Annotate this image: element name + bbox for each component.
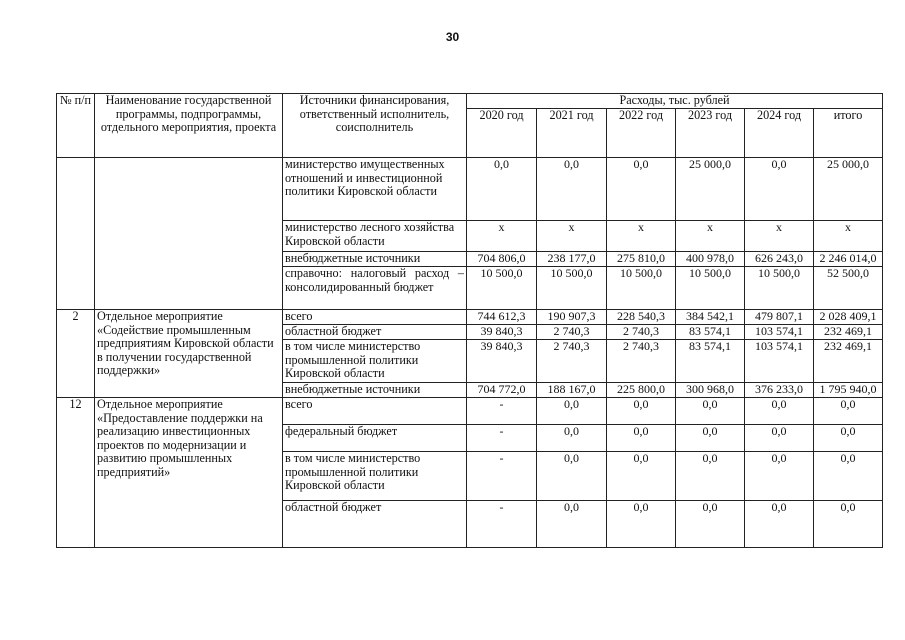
value-2023: 83 574,1 — [676, 325, 745, 340]
value-2021: 238 177,0 — [537, 252, 607, 267]
value-2020: - — [467, 452, 537, 501]
value-2021: 0,0 — [537, 398, 607, 425]
value-2024: 0,0 — [745, 452, 814, 501]
header-source: Источники финансирования, ответственный исполнитель, соисполнитель — [283, 94, 467, 158]
value-total: 25 000,0 — [814, 158, 883, 221]
row-num-cell: 12 — [57, 398, 95, 548]
value-2020: 0,0 — [467, 158, 537, 221]
value-2023: 400 978,0 — [676, 252, 745, 267]
value-2022: x — [607, 221, 676, 252]
value-2022: 0,0 — [607, 398, 676, 425]
header-year-2020: 2020 год — [467, 109, 537, 158]
value-2021: 0,0 — [537, 501, 607, 548]
header-year-2024: 2024 год — [745, 109, 814, 158]
value-2020: 704 772,0 — [467, 383, 537, 398]
value-total: 2 246 014,0 — [814, 252, 883, 267]
value-2020: - — [467, 501, 537, 548]
value-2023: 10 500,0 — [676, 267, 745, 310]
row-source: министерство лесного хозяйства Кировской области — [283, 221, 467, 252]
header-num: № п/п — [57, 94, 95, 158]
value-2022: 275 810,0 — [607, 252, 676, 267]
row-num-cell — [57, 158, 95, 310]
header-total: итого — [814, 109, 883, 158]
value-2023: x — [676, 221, 745, 252]
value-2023: 0,0 — [676, 425, 745, 452]
value-2023: 384 542,1 — [676, 310, 745, 325]
value-2020: x — [467, 221, 537, 252]
value-2022: 0,0 — [607, 425, 676, 452]
value-2021: 10 500,0 — [537, 267, 607, 310]
row-source: областной бюджет — [283, 325, 467, 340]
value-2020: - — [467, 425, 537, 452]
row-source: внебюджетные источники — [283, 383, 467, 398]
value-2020: 39 840,3 — [467, 325, 537, 340]
value-2021: 188 167,0 — [537, 383, 607, 398]
row-name-cell: Отдельное мероприятие «Предоставление поддержки на реализацию инвестиционных проектов по модернизации и развитию промышленных предприятий» — [95, 398, 283, 548]
value-2024: 0,0 — [745, 501, 814, 548]
value-2023: 0,0 — [676, 501, 745, 548]
value-2021: 2 740,3 — [537, 325, 607, 340]
value-total: 1 795 940,0 — [814, 383, 883, 398]
value-2023: 0,0 — [676, 398, 745, 425]
value-2024: x — [745, 221, 814, 252]
row-source: областной бюджет — [283, 501, 467, 548]
value-2023: 25 000,0 — [676, 158, 745, 221]
header-year-2022: 2022 год — [607, 109, 676, 158]
row-source: в том числе министерство промышленной политики Кировской области — [283, 340, 467, 383]
value-2020: - — [467, 398, 537, 425]
header-expenses: Расходы, тыс. рублей — [467, 94, 883, 109]
value-total: 52 500,0 — [814, 267, 883, 310]
value-2020: 39 840,3 — [467, 340, 537, 383]
budget-table — [56, 93, 883, 548]
value-2024: 479 807,1 — [745, 310, 814, 325]
value-2020: 744 612,3 — [467, 310, 537, 325]
value-total: 0,0 — [814, 501, 883, 548]
value-total: 232 469,1 — [814, 325, 883, 340]
value-total: 232 469,1 — [814, 340, 883, 383]
value-2022: 228 540,3 — [607, 310, 676, 325]
row-name-cell — [95, 158, 283, 310]
value-2023: 300 968,0 — [676, 383, 745, 398]
value-2022: 0,0 — [607, 501, 676, 548]
value-2021: 0,0 — [537, 158, 607, 221]
row-source: федеральный бюджет — [283, 425, 467, 452]
header-year-2023: 2023 год — [676, 109, 745, 158]
row-source: всего — [283, 310, 467, 325]
header-name: Наименование государственной программы, подпрограммы, отдельного мероприятия, проекта — [95, 94, 283, 158]
row-source: в том числе министерство промышленной политики Кировской области — [283, 452, 467, 501]
value-total: 2 028 409,1 — [814, 310, 883, 325]
value-2021: 0,0 — [537, 452, 607, 501]
value-2024: 0,0 — [745, 398, 814, 425]
value-2024: 626 243,0 — [745, 252, 814, 267]
row-source: министерство имущественных отношений и инвестиционной политики Кировской области — [283, 158, 467, 221]
value-total: x — [814, 221, 883, 252]
value-total: 0,0 — [814, 425, 883, 452]
value-2024: 376 233,0 — [745, 383, 814, 398]
page-number: 30 — [445, 30, 460, 44]
value-2021: 2 740,3 — [537, 340, 607, 383]
value-2020: 704 806,0 — [467, 252, 537, 267]
header-year-2021: 2021 год — [537, 109, 607, 158]
value-2020: 10 500,0 — [467, 267, 537, 310]
value-2024: 0,0 — [745, 425, 814, 452]
value-2024: 103 574,1 — [745, 340, 814, 383]
row-source: справочно: налоговый расход – консолидированный бюджет — [283, 267, 467, 310]
row-num-cell: 2 — [57, 310, 95, 398]
value-total: 0,0 — [814, 452, 883, 501]
row-source: внебюджетные источники — [283, 252, 467, 267]
value-2024: 103 574,1 — [745, 325, 814, 340]
row-name-cell: Отдельное мероприятие «Содействие промышленным предприятиям Кировской области в получении государственной поддержки» — [95, 310, 283, 398]
value-2023: 0,0 — [676, 452, 745, 501]
value-2024: 10 500,0 — [745, 267, 814, 310]
value-2022: 2 740,3 — [607, 325, 676, 340]
table-row — [57, 310, 883, 325]
value-2022: 225 800,0 — [607, 383, 676, 398]
value-2022: 0,0 — [607, 158, 676, 221]
value-2024: 0,0 — [745, 158, 814, 221]
value-2023: 83 574,1 — [676, 340, 745, 383]
value-total: 0,0 — [814, 398, 883, 425]
value-2021: 0,0 — [537, 425, 607, 452]
header-row — [57, 94, 883, 109]
value-2021: x — [537, 221, 607, 252]
value-2021: 190 907,3 — [537, 310, 607, 325]
value-2022: 2 740,3 — [607, 340, 676, 383]
table-row — [57, 158, 883, 221]
value-2022: 0,0 — [607, 452, 676, 501]
table-row — [57, 398, 883, 425]
value-2022: 10 500,0 — [607, 267, 676, 310]
row-source: всего — [283, 398, 467, 425]
